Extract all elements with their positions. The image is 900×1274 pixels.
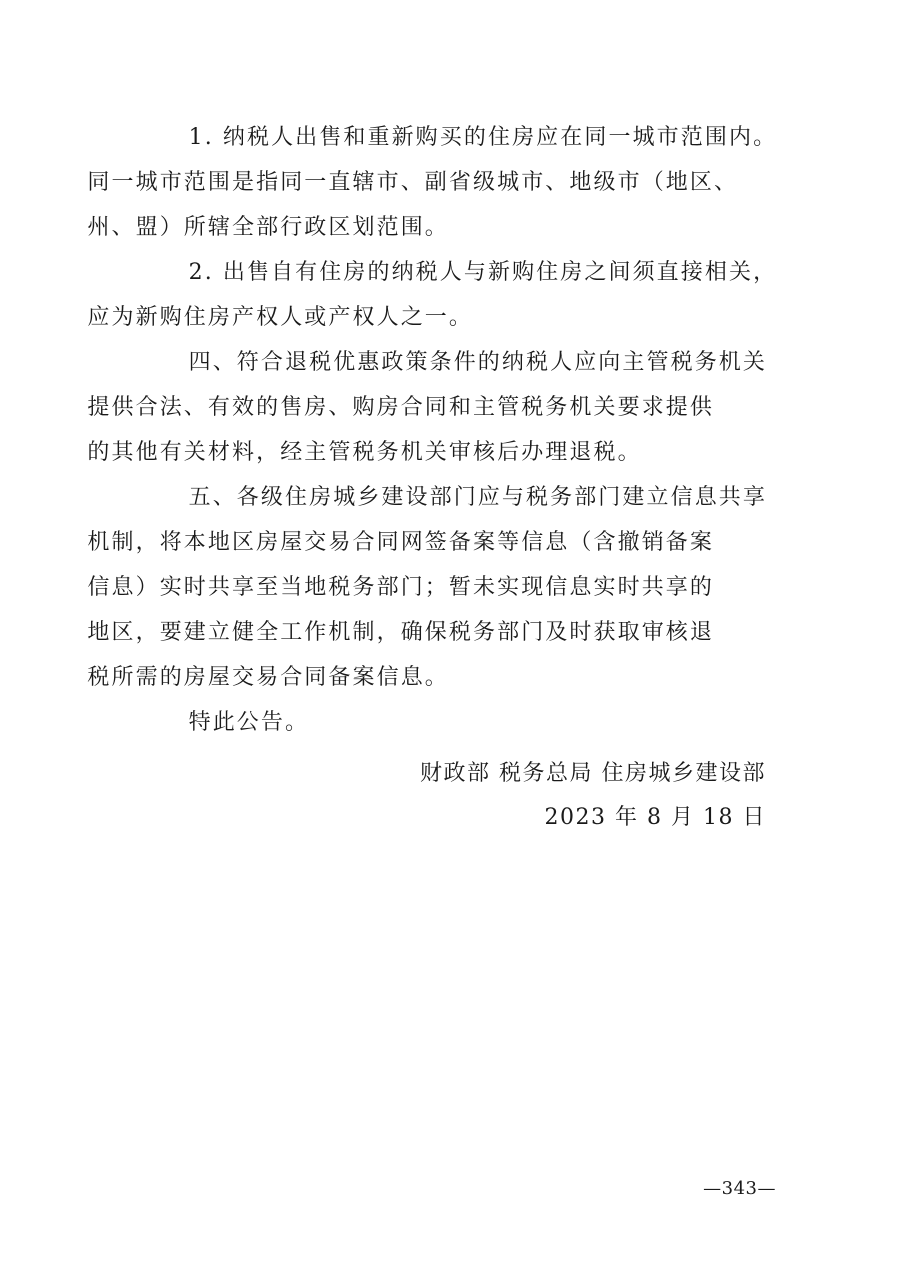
text-line: 2. 出售自有住房的纳税人与新购住房之间须直接相关， — [188, 260, 778, 285]
text-line: 特此公告。 — [188, 710, 310, 735]
paragraph-closing — [138, 700, 768, 745]
issue-date: 2023 年 8 月 18 日 — [544, 805, 766, 830]
signature-block — [420, 752, 766, 840]
paragraph-item-1 — [87, 115, 778, 250]
text-line: 同一城市范围是指同一直辖市、副省级城市、地级市（地区、 — [87, 170, 739, 195]
paragraph-section-5 — [87, 475, 768, 700]
text-line: 州、盟）所辖全部行政区划范围。 — [87, 215, 449, 240]
text-line: 五、各级住房城乡建设部门应与税务部门建立信息共享 — [188, 485, 767, 510]
issuing-departments: 财政部 税务总局 住房城乡建设部 — [420, 761, 766, 786]
text-line: 地区，要建立健全工作机制，确保税务部门及时获取审核退 — [87, 620, 715, 645]
text-line: 提供合法、有效的售房、购房合同和主管税务机关要求提供 — [87, 395, 715, 420]
paragraph-item-2 — [87, 250, 778, 340]
text-line: 税所需的房屋交易合同备案信息。 — [87, 665, 449, 690]
document-body — [87, 115, 778, 745]
text-line: 机制，将本地区房屋交易合同网签备案等信息（含撤销备案 — [87, 530, 715, 555]
page-number: —343— — [703, 1178, 776, 1199]
text-line: 四、符合退税优惠政策条件的纳税人应向主管税务机关 — [188, 350, 767, 375]
paragraph-section-4 — [87, 340, 768, 475]
text-line: 信息）实时共享至当地税务部门；暂未实现信息实时共享的 — [87, 575, 715, 600]
text-line: 1. 纳税人出售和重新购买的住房应在同一城市范围内。 — [188, 125, 778, 150]
text-line: 的其他有关材料，经主管税务机关审核后办理退税。 — [87, 440, 642, 465]
text-line: 应为新购住房产权人或产权人之一。 — [87, 305, 474, 330]
